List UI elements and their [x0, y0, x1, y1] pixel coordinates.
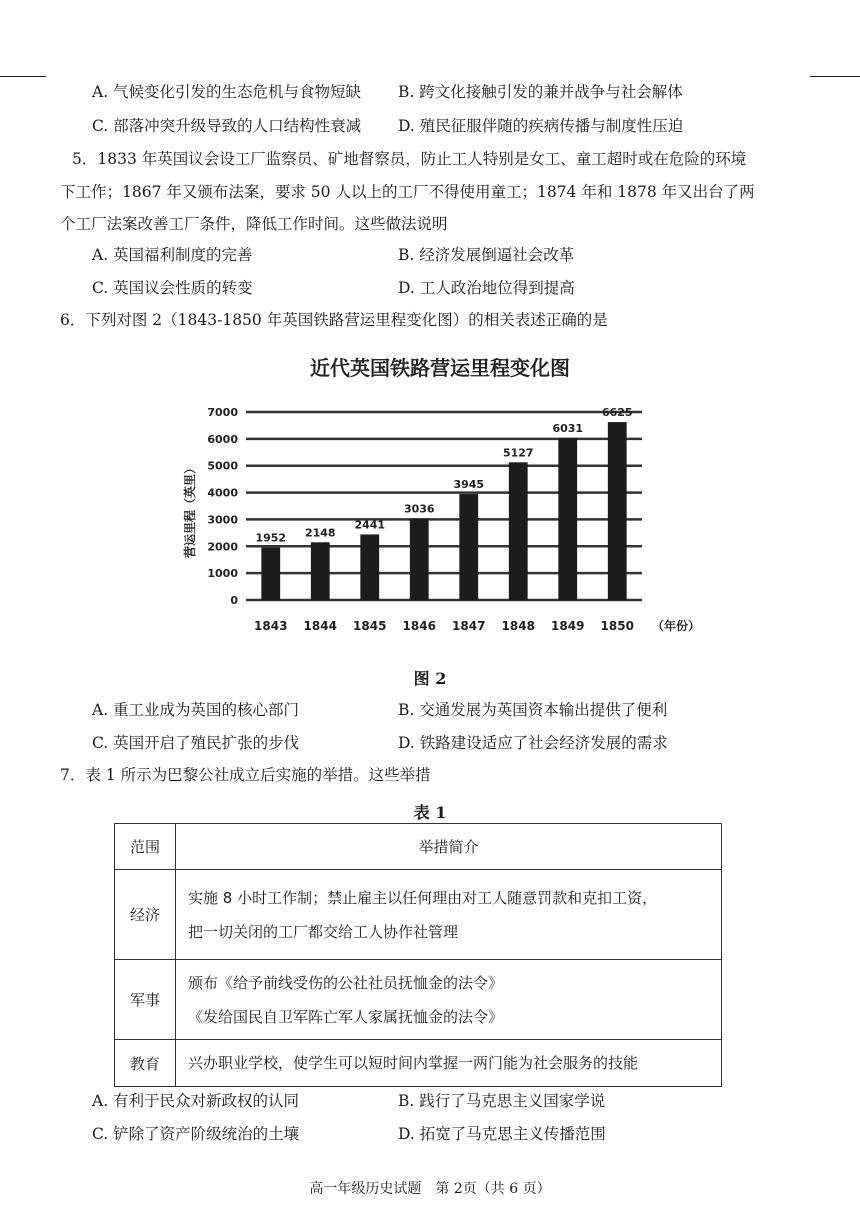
bar-value-label: 5127 — [502, 446, 534, 460]
x-tick-label: 1850 — [600, 619, 634, 633]
bar — [558, 438, 577, 600]
table-header-scope: 范围 — [115, 824, 176, 870]
q5-stem-line-2: 下工作；1867 年又颁布法案，要求 50 人以上的工厂不得使用童工；1874 年和 1878 年又出台了两 — [60, 183, 755, 201]
y-tick-label: 5000 — [207, 459, 238, 473]
railway-mileage-chart — [180, 350, 700, 640]
y-tick-label: 0 — [230, 594, 238, 607]
x-tick-label: 1846 — [402, 619, 436, 633]
q7-option-c: C. 铲除了资产阶级统治的土壤 — [92, 1125, 300, 1143]
table-cell-measures — [176, 1040, 722, 1087]
q5-stem-line-1: 5．1833 年英国议会设工厂监察员、矿地督察员，防止工人特别是女工、童工超时或在危险的环境 — [72, 150, 747, 168]
bar — [410, 518, 429, 600]
q6-option-c: C. 英国开启了殖民扩张的步伐 — [92, 734, 300, 752]
table-cell-scope: 军事 — [115, 960, 176, 1040]
q6-option-d: D. 铁路建设适应了社会经济发展的需求 — [398, 734, 668, 752]
chart-x-axis-label: （年份） — [651, 619, 700, 633]
q4-option-b: B. 跨文化接触引发的兼并战争与社会解体 — [398, 83, 683, 101]
table-cell-measures — [176, 870, 722, 960]
q6-option-b: B. 交通发展为英国资本输出提供了便利 — [398, 701, 668, 719]
q6-option-a: A. 重工业成为英国的核心部门 — [92, 701, 300, 719]
bar-value-label: 3036 — [403, 502, 435, 516]
q5-option-c: C. 英国议会性质的转变 — [92, 279, 253, 297]
chart-gridlines — [246, 412, 642, 600]
y-tick-label: 2000 — [207, 540, 238, 554]
bar-value-label: 6625 — [601, 406, 633, 420]
page-footer: 高一年级历史试题 第 2页（共 6 页） — [309, 1181, 551, 1197]
figure-caption: 图 2 — [413, 669, 447, 688]
q7-option-a: A. 有利于民众对新政权的认同 — [92, 1092, 300, 1110]
measure-line: 兴办职业学校，使学生可以短时间内掌握一两门能为社会服务的技能 — [188, 1054, 639, 1072]
chart-x-ticks — [254, 619, 634, 633]
table-cell-measures — [176, 960, 722, 1040]
q5-stem-line-3: 个工厂法案改善工厂条件，降低工作时间。这些做法说明 — [60, 215, 448, 233]
x-tick-label: 1847 — [452, 619, 486, 633]
q7-option-d: D. 拓宽了马克思主义传播范围 — [398, 1125, 606, 1143]
bar-value-label: 6031 — [552, 422, 584, 436]
x-tick-label: 1843 — [254, 619, 288, 633]
bar-value-label: 3945 — [453, 478, 485, 492]
q5-option-d: D. 工人政治地位得到提高 — [398, 279, 575, 297]
bar-value-label: 2441 — [354, 518, 386, 532]
measure-line: 《发给国民自卫军阵亡军人家属抚恤金的法令》 — [188, 1007, 504, 1026]
bar — [360, 534, 379, 600]
measure-line: 实施 8 小时工作制；禁止雇主以任何理由对工人随意罚款和克扣工资， — [188, 888, 658, 907]
bar — [608, 422, 627, 600]
q5-option-a: A. 英国福利制度的完善 — [92, 246, 253, 264]
paris-commune-measures-table — [114, 823, 722, 1087]
chart-title: 近代英国铁路营运里程变化图 — [310, 356, 570, 380]
page-rule-right — [810, 76, 860, 77]
q4-option-a: A. 气候变化引发的生态危机与食物短缺 — [92, 83, 362, 101]
table-cell-scope: 经济 — [115, 870, 176, 960]
x-tick-label: 1849 — [551, 619, 585, 633]
q5-option-b: B. 经济发展倒逼社会改革 — [398, 246, 575, 264]
q7-stem: 7．表 1 所示为巴黎公社成立后实施的举措。这些举措 — [60, 766, 431, 784]
x-tick-label: 1848 — [501, 619, 535, 633]
y-tick-label: 6000 — [207, 432, 238, 446]
table-row — [115, 1040, 722, 1087]
y-tick-label: 1000 — [207, 567, 238, 581]
x-tick-label: 1845 — [353, 619, 387, 633]
table-header-row — [115, 824, 722, 870]
measure-line: 颁布《给予前线受伤的公社社员抚恤金的法令》 — [188, 973, 504, 992]
table-header-measures: 举措简介 — [176, 824, 722, 870]
bar-value-label: 1952 — [255, 531, 287, 545]
bar-value-label: 2148 — [304, 526, 336, 540]
y-tick-label: 4000 — [207, 486, 238, 500]
table-row — [115, 960, 722, 1040]
bar — [261, 548, 280, 600]
q6-stem: 6．下列对图 2（1843-1850 年英国铁路营运里程变化图）的相关表述正确的是 — [60, 311, 608, 329]
chart-y-ticks — [207, 406, 238, 607]
q4-option-d: D. 殖民征服伴随的疾病传播与制度性压迫 — [398, 117, 684, 135]
bar — [459, 494, 478, 600]
page-rule-left — [0, 76, 46, 77]
table-cell-scope: 教育 — [115, 1040, 176, 1087]
table-caption: 表 1 — [413, 803, 447, 822]
y-tick-label: 3000 — [207, 513, 238, 527]
x-tick-label: 1844 — [303, 619, 337, 633]
y-tick-label: 7000 — [207, 406, 238, 419]
bar — [509, 462, 528, 600]
bar — [311, 542, 330, 600]
measure-line: 把一切关闭的工厂都交给工人协作社管理 — [188, 922, 459, 941]
chart-y-axis-label: 营运里程（英里） — [183, 461, 197, 559]
q4-option-c: C. 部落冲突升级导致的人口结构性衰减 — [92, 117, 362, 135]
q7-option-b: B. 践行了马克思主义国家学说 — [398, 1092, 606, 1110]
table-row — [115, 870, 722, 960]
